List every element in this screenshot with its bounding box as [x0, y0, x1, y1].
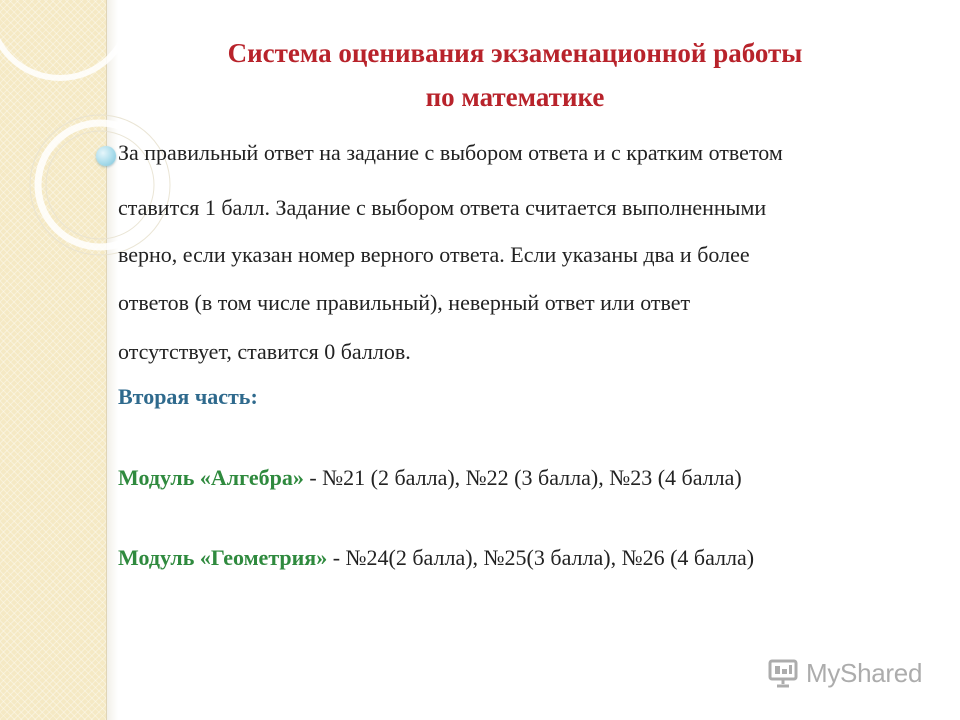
- paragraph-line-3: верно, если указан номер верного ответа. Если указаны два и более: [118, 242, 750, 267]
- module-algebra-name: Модуль «Алгебра»: [118, 465, 304, 490]
- presentation-board-icon: [766, 656, 800, 690]
- module-algebra: [118, 465, 742, 491]
- slide-title-line-2: по математике: [425, 82, 605, 112]
- decorative-sidebar: [0, 0, 107, 720]
- bullet-icon: [96, 146, 116, 166]
- paragraph-line-1: За правильный ответ на задание с выбором ответа и с кратким ответом: [118, 140, 783, 165]
- watermark: [766, 656, 922, 690]
- module-geometry-name: Модуль «Геометрия»: [118, 545, 328, 570]
- watermark-text: MyShared: [806, 657, 923, 688]
- module-algebra-details: - №21 (2 балла), №22 (3 балла), №23 (4 балла): [303, 465, 742, 490]
- paragraph-line-4: ответов (в том числе правильный), неверный ответ или ответ: [118, 290, 691, 315]
- paragraph-line-2: ставится 1 балл. Задание с выбором ответа считается выполненными: [118, 195, 767, 220]
- sidebar-shadow: [106, 0, 118, 720]
- module-geometry: [118, 545, 754, 571]
- slide-title-line-1: Система оценивания экзаменационной работы: [227, 38, 803, 68]
- module-geometry-details: - №24(2 балла), №25(3 балла), №26 (4 балла): [327, 545, 755, 570]
- paragraph-line-5: отсутствует, ставится 0 баллов.: [118, 339, 411, 364]
- section-heading: Вторая часть:: [118, 384, 258, 409]
